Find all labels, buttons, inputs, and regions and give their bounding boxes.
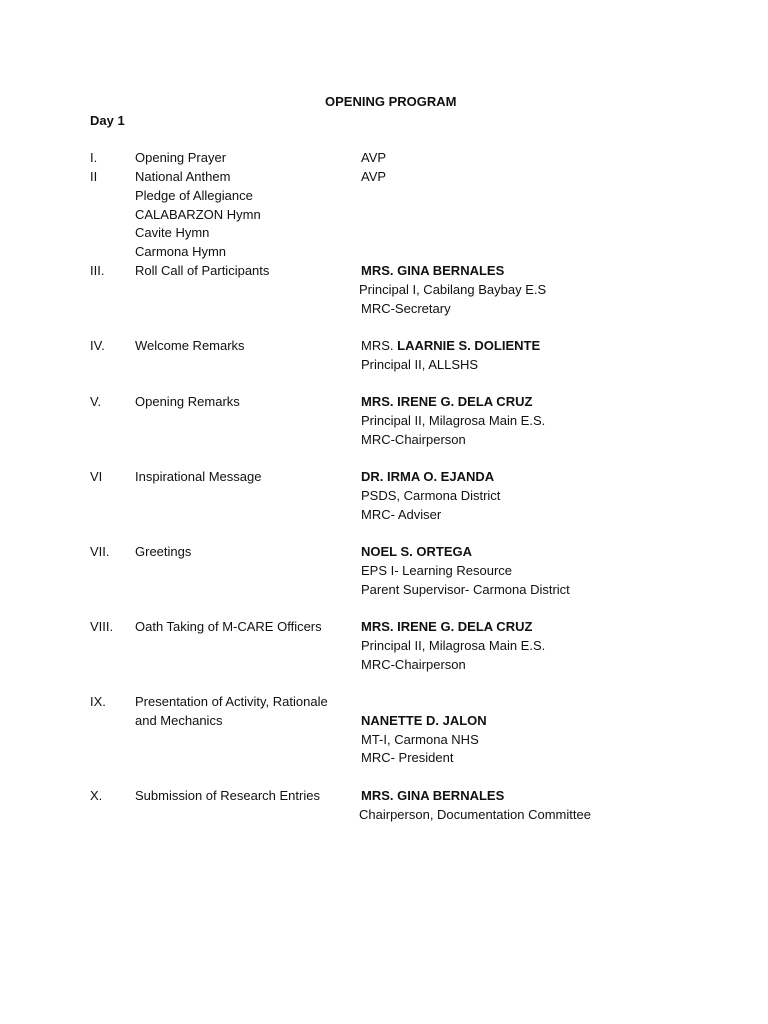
speaker-text: AVP — [361, 169, 387, 184]
item-speaker-line — [361, 637, 545, 655]
item-speaker-line — [361, 712, 487, 730]
item-activity: National Anthem — [135, 169, 231, 184]
item-speaker-line — [359, 281, 546, 299]
item-activity: Submission of Research Entries — [135, 788, 320, 803]
speaker-text: MRC- President — [361, 750, 454, 766]
item-speaker-line — [361, 431, 466, 449]
speaker-text: Chairperson, Documentation Committee — [359, 806, 591, 822]
speaker-name: NANETTE D. JALON — [361, 712, 487, 728]
item-activity: and Mechanics — [135, 712, 223, 728]
item-speaker-line — [361, 487, 500, 505]
item-speaker-line — [361, 337, 540, 355]
item-speaker-line — [361, 300, 451, 318]
speaker-name: NOEL S. ORTEGA — [361, 544, 472, 559]
speaker-name: MRS. GINA BERNALES — [361, 788, 505, 803]
item-activity: Pledge of Allegiance — [135, 187, 253, 203]
item-number: II — [90, 169, 98, 184]
item-number: VI — [90, 469, 103, 484]
item-number: X. — [90, 788, 103, 803]
item-speaker-line — [361, 149, 386, 167]
speaker-name: MRS. IRENE G. DELA CRUZ — [361, 619, 533, 634]
item-activity: Opening Prayer — [135, 150, 227, 165]
item-speaker-line — [361, 543, 472, 561]
item-activity: Oath Taking of M-CARE Officers — [135, 619, 322, 634]
speaker-name: MRS. GINA BERNALES — [361, 263, 505, 278]
speaker-text: Principal II, Milagrosa Main E.S. — [361, 412, 546, 428]
speaker-name: MRS. IRENE G. DELA CRUZ — [361, 394, 533, 409]
speaker-name: LAARNIE S. DOLIENTE — [397, 338, 541, 353]
item-speaker-line — [359, 806, 591, 824]
item-speaker-line — [361, 731, 479, 749]
item-number: I. — [90, 150, 98, 165]
item-speaker-line — [361, 412, 545, 430]
speaker-text: MT-I, Carmona NHS — [361, 731, 479, 747]
item-activity: CALABARZON Hymn — [135, 206, 261, 222]
speaker-text: EPS I- Learning Resource — [361, 562, 513, 578]
item-activity: Welcome Remarks — [135, 338, 245, 353]
item-speaker-line — [361, 356, 478, 374]
speaker-text: Principal II, Milagrosa Main E.S. — [361, 637, 546, 653]
item-number: III. — [90, 263, 105, 278]
speaker-text: PSDS, Carmona District — [361, 487, 501, 503]
item-activity: Opening Remarks — [135, 394, 240, 409]
item-activity: Greetings — [135, 544, 192, 559]
item-number: VIII. — [90, 619, 114, 634]
item-speaker-line — [361, 581, 570, 599]
speaker-text: AVP — [361, 150, 387, 165]
item-speaker-line — [361, 262, 504, 280]
item-activity: Roll Call of Participants — [135, 263, 270, 278]
day-heading: Day 1 — [90, 113, 125, 128]
item-activity: Cavite Hymn — [135, 225, 210, 241]
speaker-text: MRS. — [361, 338, 398, 353]
item-number: IX. — [90, 694, 106, 709]
item-speaker-line — [361, 787, 504, 805]
item-speaker-line — [361, 562, 512, 580]
speaker-text: MRC-Chairperson — [361, 656, 466, 672]
speaker-text: Principal II, ALLSHS — [361, 356, 479, 372]
item-activity: Presentation of Activity, Rationale — [135, 694, 328, 709]
item-speaker-line — [361, 656, 466, 674]
item-speaker-line — [361, 506, 441, 524]
speaker-name: DR. IRMA O. EJANDA — [361, 469, 495, 484]
item-speaker-line — [361, 749, 453, 767]
item-speaker-line — [361, 393, 532, 411]
speaker-text: Parent Supervisor- Carmona District — [361, 581, 570, 597]
item-activity: Inspirational Message — [135, 469, 262, 484]
item-number: VII. — [90, 544, 110, 559]
item-speaker-line — [361, 168, 386, 186]
item-activity: Carmona Hymn — [135, 244, 227, 260]
item-speaker-line — [361, 468, 494, 486]
item-speaker-line — [361, 618, 532, 636]
page-title: OPENING PROGRAM — [325, 94, 457, 109]
item-number: IV. — [90, 338, 105, 353]
speaker-text: MRC- Adviser — [361, 506, 442, 522]
speaker-text: MRC-Secretary — [361, 300, 451, 316]
speaker-text: MRC-Chairperson — [361, 431, 466, 447]
speaker-text: Principal I, Cabilang Baybay E.S — [359, 281, 547, 297]
item-number: V. — [90, 394, 102, 409]
